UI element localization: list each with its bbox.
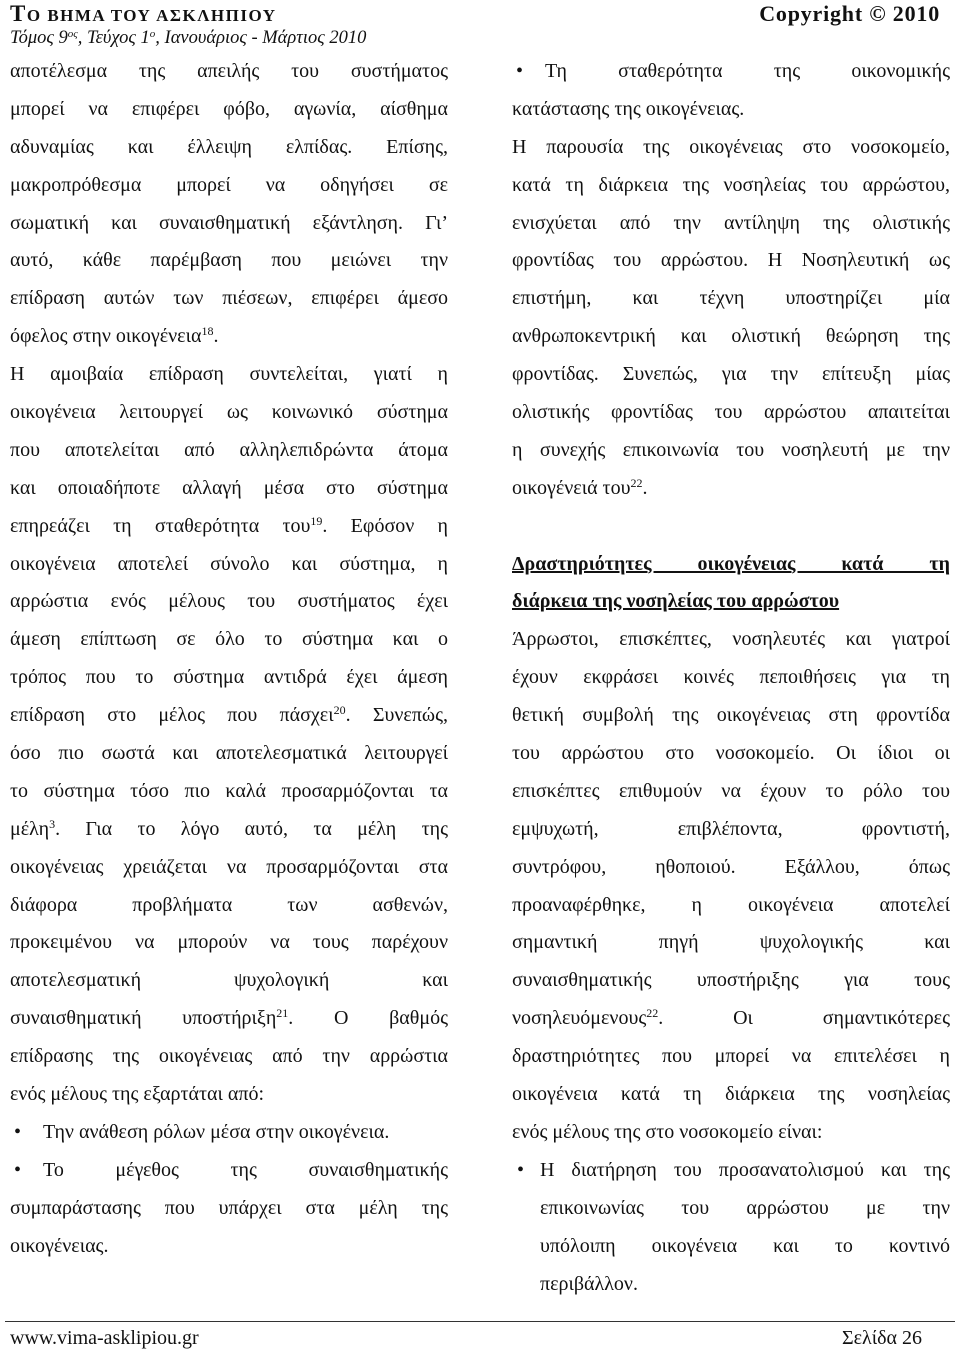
- text-segment: φροντίδας. Συνεπώς, για την επίτευξη μίας: [512, 363, 950, 386]
- text-line: [512, 546, 950, 584]
- text-line: [512, 849, 950, 887]
- text-segment: οικογένεια αποτελεί σύνολο και σύστημα, η: [10, 552, 448, 575]
- text-line: [512, 1076, 950, 1114]
- text-segment: μέλη: [10, 817, 50, 840]
- text-line: [10, 1228, 448, 1266]
- text-segment: νοσηλευόμενους: [512, 1007, 647, 1030]
- text-segment: Η αμοιβαία επίδραση συντελείται, γιατί η: [10, 363, 448, 386]
- citation-ref: 21: [276, 1006, 289, 1021]
- text-segment: οικογένεια κατά τη διάρκεια της νοσηλείας: [512, 1083, 950, 1106]
- text-line: [10, 356, 448, 394]
- text-line: [10, 546, 448, 584]
- text-line: [10, 91, 448, 129]
- issue-number-text: , Τεύχος 1: [77, 28, 150, 48]
- text-segment: επικοινωνίας του αρρώστου με την: [540, 1196, 950, 1219]
- text-segment: τρόπος που το σύστημα αντιδρά έχει άμεση: [10, 666, 448, 689]
- text-segment: υπόλοιπη οικογένεια και το κοντινό: [540, 1234, 950, 1257]
- text-segment: όσο πιο σωστά και αποτελεσματικά λειτουργεί: [10, 742, 448, 765]
- text-line: [10, 53, 448, 91]
- text-segment: επιστήμη, και τέχνη υποστηρίζει μία: [512, 287, 950, 310]
- text-segment: . Ο βαθμός: [288, 1007, 448, 1030]
- text-segment: άμεση επίπτωση σε όλο το σύστημα και ο: [10, 628, 448, 651]
- text-line: [10, 129, 448, 167]
- text-line: [512, 167, 950, 205]
- text-line: [512, 621, 950, 659]
- volume-suffix: ος: [67, 28, 78, 40]
- text-segment: επίδραση αυτών των πιέσεων, επιφέρει άμεσο: [10, 287, 448, 310]
- text-line: [512, 394, 950, 432]
- text-segment: προαναφέρθηκε, η οικογένεια αποτελεί: [512, 893, 950, 916]
- text-segment: εμψυχωτή, επιβλέποντα, φροντιστή,: [512, 817, 950, 840]
- bullet-marker: •: [14, 1158, 22, 1181]
- citation-ref: 22: [646, 1006, 659, 1021]
- text-segment: Η διατήρηση του προσανατολισμού και της: [540, 1158, 950, 1181]
- bullet-marker: •: [516, 60, 524, 82]
- text-line: [10, 205, 448, 243]
- text-segment: Την ανάθεση ρόλων μέσα στην οικογένεια.: [43, 1120, 390, 1143]
- text-segment: φροντίδας του αρρώστου. Η Νοσηλευτική ως: [512, 249, 950, 272]
- text-segment: η συνεχής επικοινωνία του νοσηλευτή με την: [512, 438, 950, 461]
- text-segment: συναισθηματική υποστήριξη: [10, 1007, 277, 1030]
- text-line: [512, 1000, 950, 1038]
- text-line: [512, 1228, 950, 1266]
- text-line: [10, 1000, 448, 1038]
- text-line: [10, 432, 448, 470]
- text-line: [512, 129, 950, 167]
- text-segment: συναισθηματικής υποστήριξης για τους: [512, 969, 950, 992]
- text-line: [512, 470, 950, 508]
- text-line: [512, 91, 950, 129]
- text-line: [512, 811, 950, 849]
- copyright-notice: Copyright © 2010: [759, 1, 940, 26]
- journal-title: ΤΟ ΒΗΜΑ ΤΟΥ ΑΣΚΛΗΠΙΟΥ: [10, 1, 277, 26]
- text-segment: . Για το λόγο αυτό, τα μέλη της: [55, 817, 448, 840]
- text-line: [512, 53, 950, 91]
- text-segment: οικογένειά του: [512, 476, 631, 499]
- text-segment: .: [213, 325, 219, 348]
- text-segment: κατά τη διάρκεια της νοσηλείας του αρρώστου,: [512, 173, 950, 196]
- text-segment: θετική συμβολή της οικογένειας στη φροντίδα: [512, 704, 950, 727]
- section-heading: [512, 546, 950, 622]
- volume-text: Τόμος 9: [10, 28, 68, 48]
- text-segment: διάρκεια της νοσηλείας του αρρώστου: [512, 590, 840, 613]
- bullet-marker: •: [517, 1158, 525, 1181]
- text-line: [10, 697, 448, 735]
- text-line: [512, 583, 950, 621]
- text-segment: επηρεάζει τη σταθερότητα του: [10, 514, 311, 537]
- text-segment: επίδραση στο μέλος που πάσχει: [10, 704, 334, 727]
- text-segment: επισκέπτες επιθυμούν να έχουν το ρόλο του: [512, 779, 950, 802]
- text-segment: διάφορα προβλήματα των ασθενών,: [10, 893, 448, 916]
- bullet-item: [10, 1114, 448, 1152]
- text-segment: σημαντική πηγή ψυχολογικής και: [512, 931, 950, 954]
- text-segment: μακροπρόθεσμα μπορεί να οδηγήσει σε: [10, 173, 448, 196]
- text-segment: Η παρουσία της οικογένειας στο νοσοκομείο,: [512, 135, 950, 158]
- text-line: [10, 508, 448, 546]
- text-segment: και οποιαδήποτε αλλαγή μέσα στο σύστημα: [10, 476, 448, 499]
- issue-info: [10, 26, 366, 50]
- paragraph: [512, 621, 950, 1151]
- text-line: [512, 432, 950, 470]
- text-line: [10, 394, 448, 432]
- text-segment: Δραστηριότητες οικογένειας κατά τη: [512, 552, 950, 575]
- text-segment: αυτό, κάθε παρέμβαση που μειώνει την: [10, 249, 448, 272]
- paragraph: [10, 53, 448, 356]
- text-line: [512, 659, 950, 697]
- bullet-marker: •: [14, 1120, 22, 1143]
- text-segment: ενισχύεται από την αντίληψη της ολιστικής: [512, 211, 950, 234]
- citation-ref: 3: [49, 816, 56, 831]
- text-line: [10, 318, 448, 356]
- text-line: [10, 1152, 448, 1190]
- text-segment: επίδρασης της οικογένειας από την αρρώστια: [10, 1045, 448, 1068]
- text-segment: συμπαράστασης που υπάρχει στα μέλη της: [10, 1196, 448, 1219]
- text-segment: . Οι σημαντικότερες: [658, 1007, 950, 1030]
- text-line: [512, 318, 950, 356]
- text-segment: όφελος στην οικογένεια: [10, 325, 202, 348]
- text-segment: αρρώστια ενός μέλους του συστήματος έχει: [10, 590, 448, 613]
- text-line: [512, 280, 950, 318]
- text-segment: αποτέλεσμα της απειλής του συστήματος: [10, 60, 448, 82]
- text-line: [10, 735, 448, 773]
- text-line: [512, 773, 950, 811]
- text-line: [512, 1152, 950, 1190]
- text-line: [10, 1114, 448, 1152]
- text-line: [10, 659, 448, 697]
- text-segment: έχουν εκφράσει κοινές πεποιθήσεις για τη: [512, 666, 950, 689]
- text-segment: ενός μέλους της στο νοσοκομείο είναι:: [512, 1120, 823, 1143]
- text-segment: μπορεί να επιφέρει φόβο, αγωνία, αίσθημα: [10, 97, 448, 120]
- text-segment: κατάστασης της οικογένειας.: [512, 97, 745, 120]
- text-segment: του αρρώστου στο νοσοκομείο. Οι ίδιοι οι: [512, 742, 950, 765]
- text-line: [512, 962, 950, 1000]
- citation-ref: 22: [630, 475, 643, 490]
- text-line: [10, 1076, 448, 1114]
- text-segment: .: [642, 476, 648, 499]
- text-line: [10, 849, 448, 887]
- issue-period: , Ιανουάριος - Μάρτιος 2010: [155, 28, 367, 48]
- text-line: [10, 470, 448, 508]
- text-line: [512, 697, 950, 735]
- text-segment: οικογένειας χρειάζεται να προσαρμόζονται στα: [10, 855, 448, 878]
- text-line: [10, 887, 448, 925]
- text-line: [512, 242, 950, 280]
- citation-ref: 19: [310, 513, 323, 528]
- footer-divider: [5, 1321, 955, 1322]
- text-segment: ανθρωποκεντρική και ολιστική θεώρηση της: [512, 325, 950, 348]
- text-segment: Το μέγεθος της συναισθηματικής: [43, 1158, 448, 1181]
- paragraph: [10, 356, 448, 1114]
- text-line: [512, 735, 950, 773]
- text-segment: περιβάλλον.: [540, 1272, 638, 1295]
- text-line: [512, 1114, 950, 1152]
- text-line: [512, 1266, 950, 1304]
- text-line: [512, 887, 950, 925]
- text-line: [10, 1190, 448, 1228]
- text-line: [10, 621, 448, 659]
- text-line: [10, 962, 448, 1000]
- text-line: [512, 1190, 950, 1228]
- text-segment: Τη σταθερότητα της οικονομικής: [545, 60, 950, 82]
- text-segment: οικογένεια λειτουργεί ως κοινωνικό σύστημα: [10, 401, 448, 424]
- text-segment: Άρρωστοι, επισκέπτες, νοσηλευτές και γιατροί: [512, 628, 950, 651]
- text-line: [10, 242, 448, 280]
- text-segment: ολιστικής φροντίδας του αρρώστου απαιτείται: [512, 401, 950, 424]
- left-column: [10, 53, 448, 1266]
- text-line: [10, 167, 448, 205]
- text-line: [512, 924, 950, 962]
- issue-suffix: ο: [149, 28, 156, 40]
- text-segment: αποτελεσματική ψυχολογική και: [10, 969, 448, 992]
- citation-ref: 20: [333, 703, 346, 718]
- bullet-item: [512, 53, 950, 129]
- text-segment: ενός μέλους της εξαρτάται από:: [10, 1083, 264, 1106]
- text-segment: αδυναμίας και έλλειψη ελπίδας. Επίσης,: [10, 135, 448, 158]
- text-line: [512, 356, 950, 394]
- text-segment: σωματική και συναισθηματική εξάντληση. Γι’: [10, 211, 448, 234]
- page-number: Σελίδα 26: [841, 1327, 922, 1349]
- text-segment: . Συνεπώς,: [345, 704, 448, 727]
- right-column: [512, 53, 950, 1303]
- text-segment: το σύστημα τόσο πιο καλά προσαρμόζονται τα: [10, 779, 448, 802]
- text-line: [10, 1038, 448, 1076]
- text-line: [10, 773, 448, 811]
- paragraph: [512, 129, 950, 508]
- text-segment: που αποτελείται από αλληλεπιδρώντα άτομα: [10, 438, 448, 461]
- text-segment: . Εφόσον η: [322, 514, 448, 537]
- bullet-item: [512, 1152, 950, 1304]
- text-segment: οικογένειας.: [10, 1234, 109, 1257]
- text-line: [10, 583, 448, 621]
- text-line: [10, 280, 448, 318]
- text-line: [512, 1038, 950, 1076]
- text-segment: προκειμένου να μπορούν να τους παρέχουν: [10, 931, 448, 954]
- bullet-item: [10, 1152, 448, 1266]
- text-segment: δραστηριότητες που μπορεί να επιτελέσει η: [512, 1045, 950, 1068]
- text-line: [10, 924, 448, 962]
- citation-ref: 18: [201, 324, 214, 339]
- text-line: [512, 205, 950, 243]
- text-segment: συντρόφου, ηθοποιού. Εξάλλου, όπως: [512, 855, 950, 878]
- text-line: [10, 811, 448, 849]
- footer-website: www.vima-asklipiou.gr: [10, 1327, 199, 1349]
